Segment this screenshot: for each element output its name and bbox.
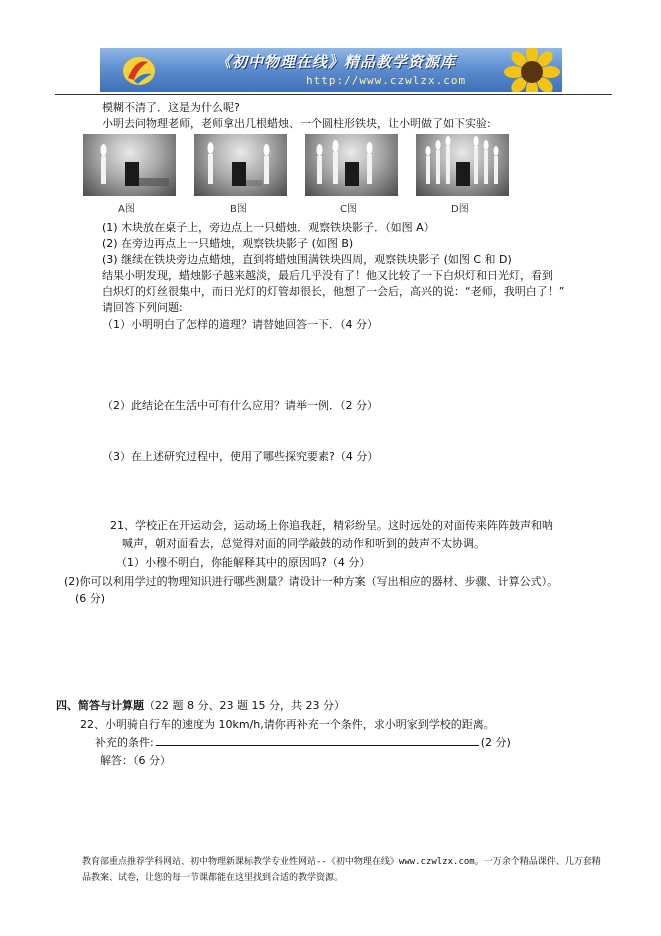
banner-url[interactable]: http://www.czwlzx.com bbox=[306, 74, 467, 87]
condition-blank[interactable] bbox=[156, 736, 479, 746]
caption-b: B图 bbox=[230, 204, 247, 215]
caption-c: C图 bbox=[340, 204, 357, 215]
sunflower-icon bbox=[504, 48, 560, 92]
result-line: 白炽灯的灯丝很集中，而日光灯的灯管却很长，他想了一会后，高兴的说：“老师，我明白了！” bbox=[102, 285, 565, 298]
header-divider bbox=[55, 94, 612, 95]
text-line: 小明去问物理老师，老师拿出几根蜡烛、一个圆柱形铁块，让小明做了如下实验: bbox=[102, 117, 491, 130]
problem-21-q2-points: (6 分) bbox=[75, 592, 106, 605]
question-2: （2）此结论在生活中可有什么应用？请举一例．（2 分） bbox=[102, 399, 378, 412]
site-logo-icon bbox=[122, 54, 156, 88]
photo-a bbox=[83, 134, 176, 196]
step-2: (2) 在旁边再点上一只蜡烛，观察铁块影子 (如图 B) bbox=[102, 237, 354, 250]
result-line: 请回答下列问题: bbox=[102, 301, 183, 314]
question-3: （3）在上述研究过程中，使用了哪些探究要素?（4 分） bbox=[102, 450, 379, 463]
step-1: (1) 木块放在桌子上，旁边点上一只蜡烛．观察铁块影子．（如图 A） bbox=[102, 221, 435, 234]
result-line: 结果小明发现，蜡烛影子越来越淡，最后几乎没有了！他又比较了一下白炽灯和日光灯，看到 bbox=[102, 269, 553, 282]
problem-22-text: 22、小明骑自行车的速度为 10km/h,请你再补充一个条件，求小明家到学校的距离。 bbox=[80, 718, 495, 731]
caption-a: A图 bbox=[118, 204, 135, 215]
condition-label: 补充的条件: bbox=[95, 736, 154, 749]
caption-d: D图 bbox=[451, 204, 469, 215]
problem-21-q1: （1）小穆不明白，你能解释其中的原因吗?（4 分） bbox=[116, 556, 371, 569]
problem-22-condition bbox=[95, 736, 511, 750]
photo-c bbox=[305, 134, 398, 196]
header-banner bbox=[100, 48, 562, 92]
photo-b bbox=[194, 134, 287, 196]
photo-d bbox=[416, 134, 509, 196]
text-line: 模糊不清了．这是为什么呢? bbox=[102, 101, 240, 114]
section-points: （22 题 8 分、23 题 15 分，共 23 分） bbox=[144, 699, 345, 712]
problem-22-answer: 解答：（6 分） bbox=[100, 754, 171, 767]
condition-points: (2 分) bbox=[480, 736, 511, 749]
step-3: (3) 继续在铁块旁边点蜡烛，直到将蜡烛围满铁块四周，观察铁块影子 (如图 C 和 D) bbox=[102, 253, 512, 266]
section-title: 四、简答与计算题 bbox=[56, 699, 144, 712]
problem-21-text: 21、学校正在开运动会，运动场上你追我赶，精彩纷呈。这时远处的对面传来阵阵鼓声和呐 bbox=[110, 519, 553, 532]
problem-21-text: 喊声，朝对面看去，总觉得对面的同学敲鼓的动作和听到的鼓声不太协调。 bbox=[122, 537, 485, 550]
banner-title: 《初中物理在线》精品教学资源库 bbox=[216, 53, 457, 71]
problem-21-q2: (2)你可以利用学过的物理知识进行哪些测量？请设计一种方案（写出相应的器材、步骤、计算公式）。 bbox=[64, 575, 559, 588]
section-heading bbox=[56, 699, 345, 713]
page-footer: 教育部重点推荐学科网站、初中物理新课标教学专业性网站--《初中物理在线》www.czwlzx.com。一万余个精品课件、几万套精品教案、试卷，让您的每一节课都能在这里找到合适的教学资源。 bbox=[82, 857, 601, 883]
question-1: （1）小明明白了怎样的道理？请替她回答一下．（4 分） bbox=[102, 318, 378, 331]
